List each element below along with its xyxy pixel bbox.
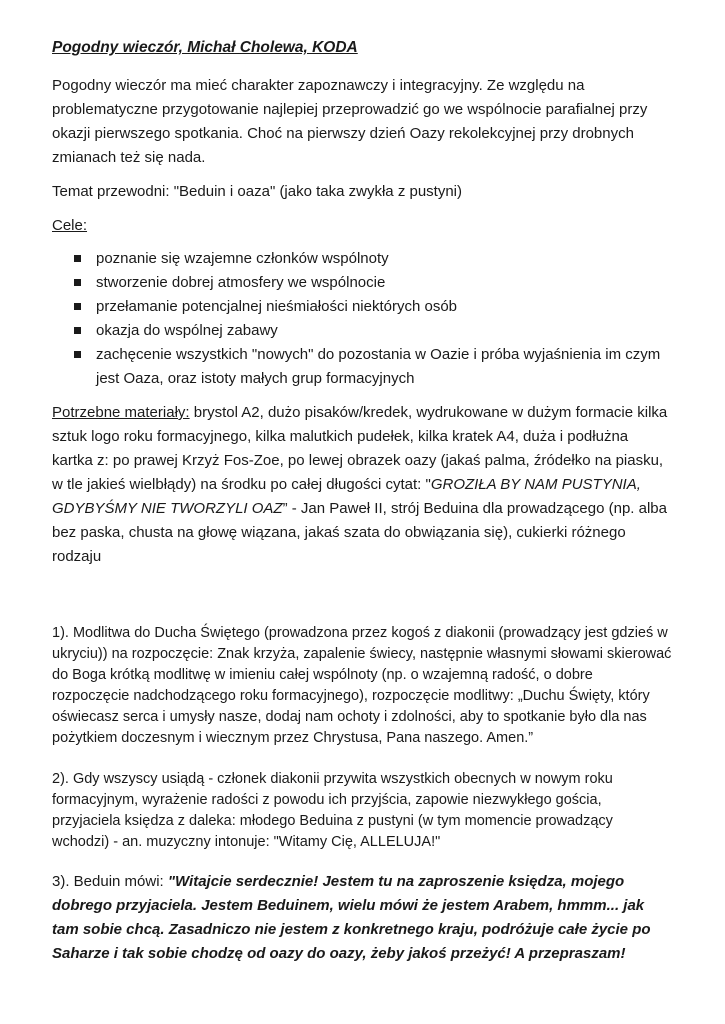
- step-3-prefix: 3). Beduin mówi:: [52, 873, 168, 890]
- goals-list: [52, 247, 672, 391]
- square-bullet-icon: [74, 327, 81, 334]
- square-bullet-icon: [74, 255, 81, 262]
- step-2-paragraph: 2). Gdy wszyscy usiądą - członek diakonii przywita wszystkich obecnych w nowym roku formacyjnym, wyrażenie radości z powodu ich przyjścia, zapowie niezwykłego gościa, przyjaciela księdza z daleka: młodego Beduina z pustyni (w tym momencie prowadzący wchodzi) - an. muzyczny intonuje: "Witamy Cię, ALLELUJA!": [52, 771, 613, 850]
- square-bullet-icon: [74, 279, 81, 286]
- goals-heading: Cele:: [52, 217, 88, 234]
- materials-label: Potrzebne materiały:: [52, 404, 190, 421]
- step-3-speech: Witajcie serdecznie! Jestem tu na zaproszenie księdza, mojego dobrego przyjaciela. Jestem Beduinem, wielu mówi że jestem Arabem, hmmm... jak tam sobie chcą. Zasadniczo nie jestem z konkretnego kraju, podróżuje całe życie po Saharze i tak sobie chodzę od oazy do oazy, żeby jakoś przeżyć! A przepraszam!: [52, 873, 651, 962]
- goal-item: poznanie się wzajemne członków wspólnoty: [52, 247, 672, 271]
- step-3-quote-mark: ": [167, 873, 176, 890]
- materials-text: brystol A2, dużo pisaków/kredek, wydrukowane w dużym formacie kilka sztuk logo roku formacyjnego, kilka malutkich pudełek, kilka kratek A4, duża i podłużna kartka z: po prawej Krzyż Fos-Zoe, po lewej obrazek oazy (jakaś palma, źródełko na piasku, w tle jakieś wielbłądy) na środku po całej długości cytat: ": [52, 404, 668, 493]
- goal-item: przełamanie potencjalnej nieśmiałości niektórych osób: [52, 295, 672, 319]
- goal-item: zachęcenie wszystkich "nowych" do pozostania w Oazie i próba wyjaśnienia im czym jest Oaza, oraz istoty małych grup formacyjnych: [52, 343, 672, 391]
- square-bullet-icon: [74, 303, 81, 310]
- theme-line: Temat przewodni: "Beduin i oaza" (jako taka zwykła z pustyni): [52, 183, 463, 200]
- goal-item: okazja do wspólnej zabawy: [52, 319, 672, 343]
- step-1-paragraph: 1). Modlitwa do Ducha Świętego (prowadzona przez kogoś z diakonii (prowadzący jest gdzieś w ukryciu)) na rozpoczęcie: Znak krzyża, zapalenie świecy, następnie własnymi słowami skierować do Boga krótką modlitwę w imieniu całej wspólnoty (np. o wzajemną radość, o dobre rozpoczęcie nadchodzącego roku formacyjnego), rozpoczęcie modlitwy: „Duchu Święty, który oświecasz serca i umysły nasze, dodaj nam ochoty i zdolności, aby to spotkanie było dla nas pożytkiem doczesnym i wiecznym przez Chrystusa, Pana naszego. Amen.”: [52, 625, 672, 746]
- document-page: [52, 36, 672, 966]
- document-title: Pogodny wieczór, Michał Cholewa, KODA: [52, 39, 358, 56]
- square-bullet-icon: [74, 351, 81, 358]
- materials-paragraph: [52, 401, 672, 569]
- intro-paragraph: Pogodny wieczór ma mieć charakter zapoznawczy i integracyjny. Ze względu na problematyczne przygotowanie najlepiej przeprowadzić go we wspólnocie parafialnej przy okazji pierwszego spotkania. Choć na pierwszy dzień Oazy rekolekcyjnej przy drobnych zmianach też się nada.: [52, 77, 648, 166]
- materials-quote: GROZIŁA BY NAM PUSTYNIA, GDYBYŚMY NIE TWORZYLI OAZ: [52, 476, 641, 517]
- materials-text-end: ” - Jan Paweł II, strój Beduina dla prowadzącego (np. alba bez paska, chusta na głowę wiązana, jakaś szata do obwiązania się), cukierki różnego rodzaju: [52, 500, 667, 565]
- step-3-paragraph: [52, 870, 672, 966]
- goal-item: stworzenie dobrej atmosfery we wspólnocie: [52, 271, 672, 295]
